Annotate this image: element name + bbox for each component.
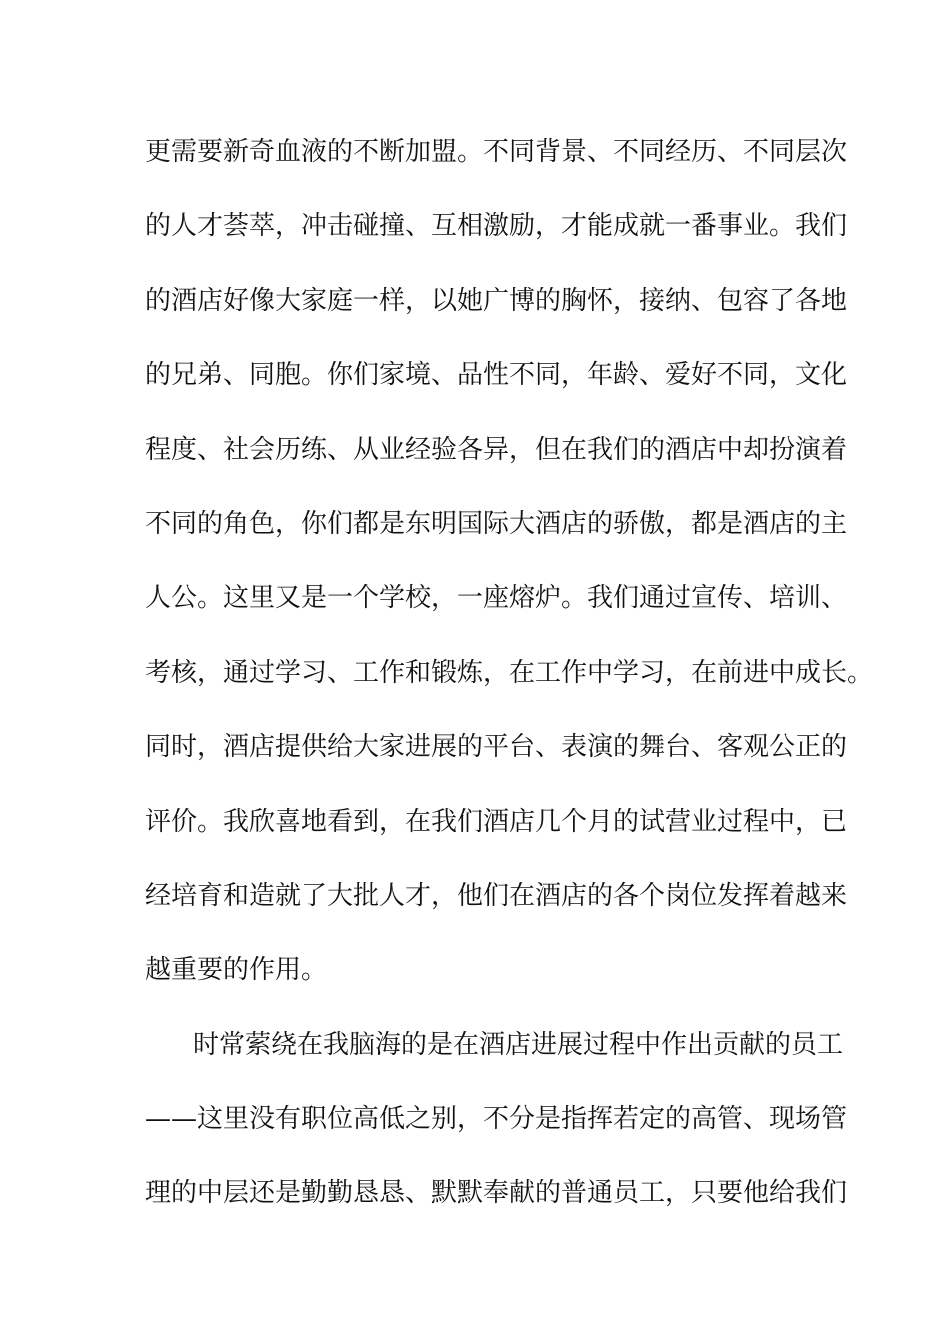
paragraph-line: 评价。我欣喜地看到，在我们酒店几个月的试营业过程中，已	[145, 806, 848, 837]
paragraph-line: ——这里没有职位高低之别，不分是指挥若定的高管、现场管	[145, 1104, 848, 1135]
paragraph-line: 的兄弟、同胞。你们家境、品性不同，年龄、爱好不同，文化	[145, 360, 848, 391]
paragraph-line: 更需要新奇血液的不断加盟。不同背景、不同经历、不同层次	[145, 137, 848, 167]
paragraph-line: 人公。这里又是一个学校，一座熔炉。我们通过宣传、培训、	[145, 583, 848, 614]
paragraph-line: 程度、社会历练、从业经验各异，但在我们的酒店中却扮演着	[145, 434, 848, 465]
paragraph-line: 理的中层还是勤勤恳恳、默默奉献的普通员工，只要他给我们	[145, 1178, 848, 1209]
paragraph-line: 考核，通过学习、工作和锻炼，在工作中学习，在前进中成长。	[145, 657, 874, 688]
paragraph-line: 的人才荟萃，冲击碰撞、互相激励，才能成就一番事业。我们	[145, 211, 848, 242]
paragraph-line: 经培育和造就了大批人才，他们在酒店的各个岗位发挥着越来	[145, 880, 848, 911]
paragraph-line: 同时，酒店提供给大家进展的平台、表演的舞台、客观公正的	[145, 732, 848, 763]
paragraph-line: 的酒店好像大家庭一样，以她广博的胸怀，接纳、包容了各地	[145, 285, 848, 316]
paragraph-line: 不同的角色，你们都是东明国际大酒店的骄傲，都是酒店的主	[145, 508, 848, 539]
document-body	[145, 126, 874, 1242]
paragraph-first-line: 时常萦绕在我脑海的是在酒店进展过程中作出贡献的员工	[193, 1029, 844, 1060]
paragraph-line: 越重要的作用。	[145, 955, 328, 986]
